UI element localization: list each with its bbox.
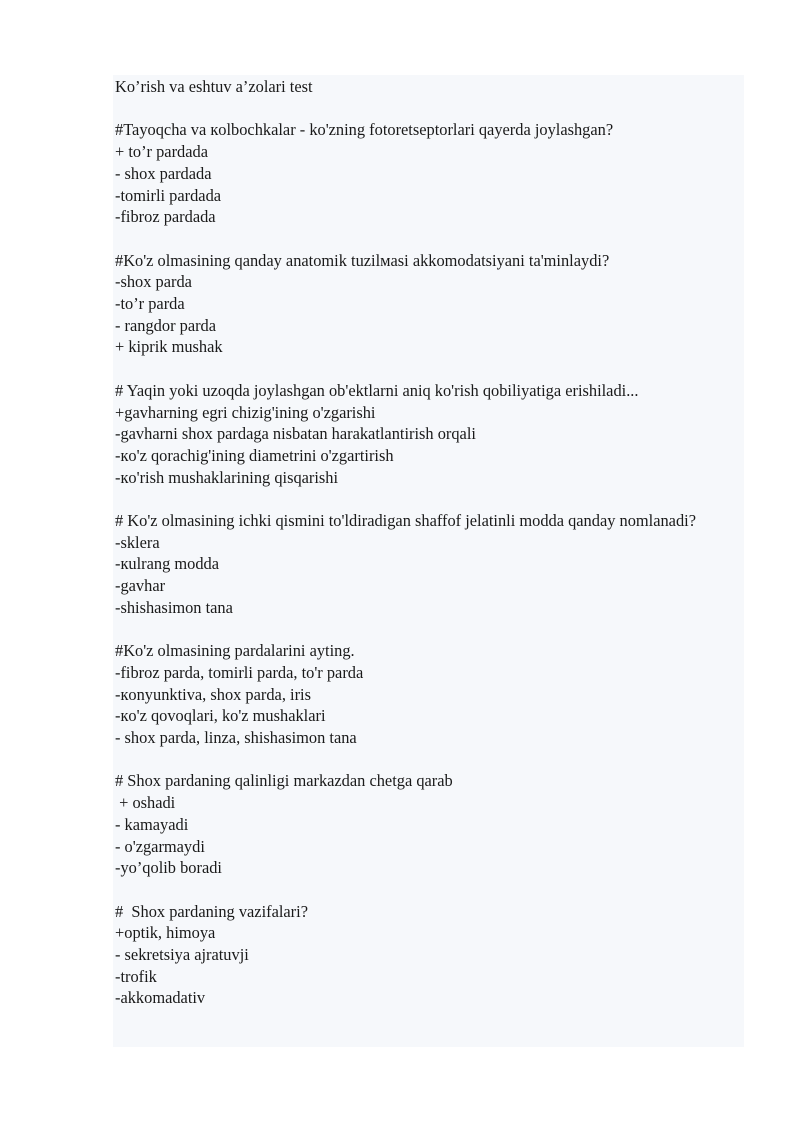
answer-option: - rangdor parda <box>115 315 217 335</box>
answer-option: - sekretsiya ajratuvji <box>115 945 249 965</box>
answer-option: -shox parda <box>115 272 192 292</box>
answer-option: -кo'rish mushaklarining qisqarishi <box>115 467 339 487</box>
answer-option: -fibroz parda, tomirli parda, to'r parda <box>115 662 364 682</box>
question-block-5 <box>115 640 735 749</box>
answer-option: -tomirli pardada <box>115 185 222 205</box>
document-title: Ko’rish va eshtuv a’zolari test <box>115 77 313 96</box>
question-text: # Yaqin yoki uzoqda joylashgan ob'ektlarni aniq ko'rish qobiliyatiga erishiladi... <box>115 380 639 400</box>
answer-option: +optik, himoya <box>115 923 216 943</box>
answer-option: -gavharni shox pardaga nisbatan harakatlantirish orqali <box>115 424 476 444</box>
question-text: # Ko'z olmasining ichki qismini to'ldiradigan shaffof jelatinli modda qanday nomlanadi? <box>115 511 696 530</box>
answer-option: -trofik <box>115 966 157 986</box>
answer-option: - shox pardada <box>115 163 212 183</box>
answer-option: -fibroz pardada <box>115 207 216 227</box>
question-text: #Tayoqcha va кolbochkalar - ko'zning fotoretseptorlari qayerda joylashgan? <box>115 120 614 140</box>
question-block-6 <box>115 770 735 879</box>
question-text: # Shox pardaning qalinligi markazdan chetga qarab <box>115 771 453 791</box>
answer-option: -кulrang modda <box>115 554 220 574</box>
answer-option: -sklera <box>115 532 160 552</box>
question-block-4 <box>115 510 735 619</box>
answer-option: -кonyunktiva, shox parda, iris <box>115 684 311 704</box>
answer-option: -to’r parda <box>115 294 185 313</box>
question-block-2 <box>115 250 735 359</box>
answer-option: -gavhar <box>115 576 166 596</box>
answer-option: -shishasimon tana <box>115 597 233 617</box>
answer-option: -yo’qolib boradi <box>115 858 222 878</box>
answer-option: -akkomadativ <box>115 988 206 1008</box>
question-text: # Shox pardaning vazifalari? <box>115 901 308 921</box>
answer-option: + to’r pardada <box>115 142 208 162</box>
question-text: #Ko'z olmasining pardalarini ayting. <box>115 641 355 661</box>
answer-option: -кo'z qorachig'ining diametrini o'zgartirish <box>115 445 394 465</box>
answer-option: + oshadi <box>115 793 176 813</box>
answer-option: - kamayadi <box>115 814 189 834</box>
answer-option: + kiprik mushak <box>115 337 223 357</box>
answer-option: -кo'z qovoqlari, ko'z mushaklari <box>115 706 326 726</box>
question-text: #Ko'z olmasining qanday anatomik tuzilмasi akkomodatsiyani ta'minlaydi? <box>115 250 610 270</box>
question-block-7 <box>115 901 735 1010</box>
question-block-3 <box>115 380 735 489</box>
answer-option: +gavharning egri chizig'ining o'zgarishi <box>115 402 376 422</box>
document-body <box>115 76 735 1031</box>
answer-option: - o'zgarmaydi <box>115 836 205 856</box>
answer-option: - shox parda, linza, shishasimon tana <box>115 728 357 748</box>
question-block-1 <box>115 119 735 228</box>
